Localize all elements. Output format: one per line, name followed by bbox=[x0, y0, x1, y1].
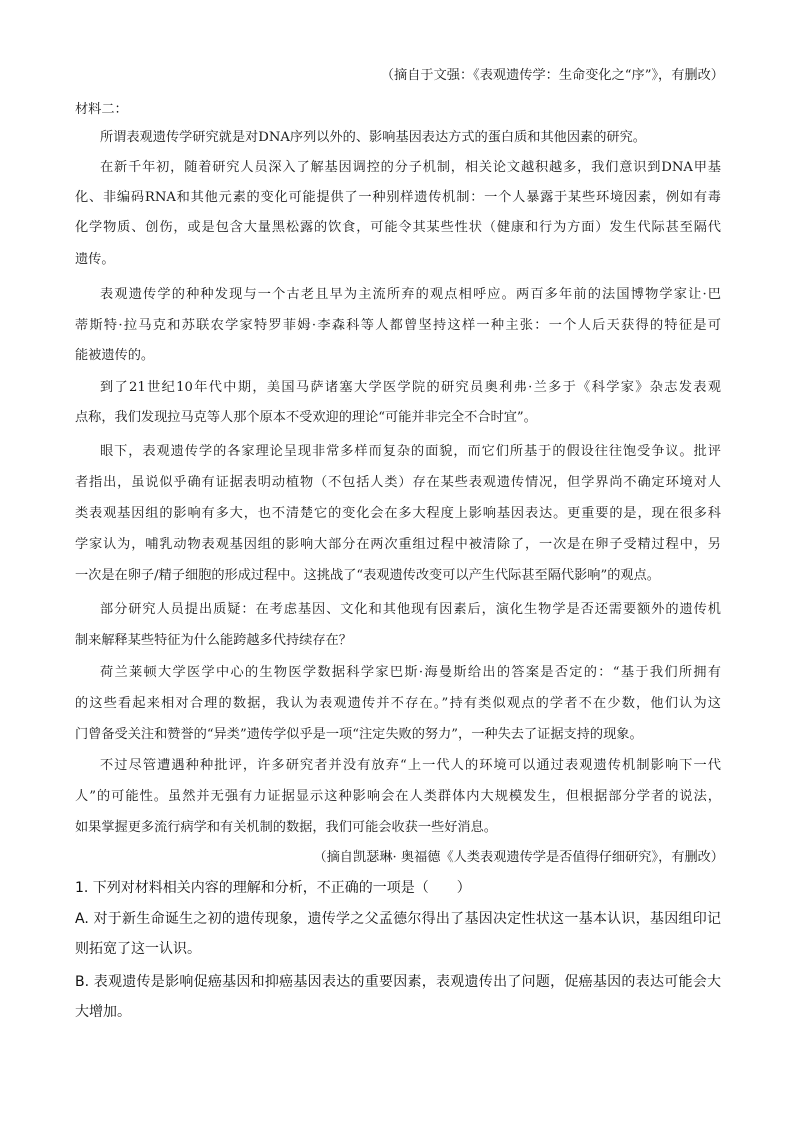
paragraph-line: 到了21世纪10年代中期，美国马萨诸塞大学医学院的研究员奥利弗·兰多于《科学家》杂志发表观 bbox=[100, 380, 721, 395]
paragraph-line: 类表观基因组的影响有多大，也不清楚它的变化会在多大程度上影响基因表达。更重要的是，现在很多科 bbox=[75, 506, 721, 521]
paragraph-line: 人”的可能性。虽然并无强有力证据显示这种影响会在人类群体内大规模发生，但根据部分学者的说法， bbox=[75, 789, 721, 804]
paragraph-line: 一次是在卵子/精子细胞的形成过程中。这挑战了“表观遗传改变可以产生代际甚至隔代影响”的观点。 bbox=[75, 568, 660, 583]
option-a-line: A. 对于新生命诞生之初的遗传现象，遗传学之父孟德尔得出了基因决定性状这一基本认识，基因组印记 bbox=[75, 911, 721, 927]
paragraph-line: 在新千年初，随着研究人员深入了解基因调控的分子机制，相关论文越积越多，我们意识到DNA甲基 bbox=[100, 160, 721, 175]
option-b-line: 大增加。 bbox=[75, 1004, 131, 1020]
option-a-line: 则拓宽了这一认识。 bbox=[75, 941, 201, 957]
paragraph-line: 荷兰莱顿大学医学中心的生物医学数据科学家巴斯·海曼斯给出的答案是否定的：“基于我们所拥有 bbox=[100, 665, 721, 680]
paragraph-line: 部分研究人员提出质疑：在考虑基因、文化和其他现有因素后，演化生物学是否还需要额外的遗传机 bbox=[100, 602, 721, 617]
paragraph-line: 表观遗传学的种种发现与一个古老且早为主流所弃的观点相呼应。两百多年前的法国博物学家让·巴 bbox=[100, 287, 721, 302]
option-b-line: B. 表观遗传是影响促癌基因和抑癌基因表达的重要因素，表观遗传出了问题，促癌基因的表达可能会大 bbox=[75, 974, 721, 990]
paragraph-line: 如果掌握更多流行病学和有关机制的数据，我们可能会收获一些好消息。 bbox=[75, 820, 497, 835]
paragraph-line: 眼下，表观遗传学的各家理论呈现非常多样而复杂的面貌，而它们所基于的假设往往饱受争议。批评 bbox=[100, 444, 721, 459]
paragraph-line: 能被遗传的。 bbox=[75, 348, 155, 363]
paragraph-line: 点称，我们发现拉马克等人那个原本不受欢迎的理论“可能并非完全不合时宜”。 bbox=[75, 410, 537, 425]
paragraph-line: 蒂斯特·拉马克和苏联农学家特罗菲姆·李森科等人都曾坚持这样一种主张：一个人后天获得的特征是可 bbox=[75, 318, 721, 333]
paragraph-line: 者指出，虽说似乎确有证据表明动植物（不包括人类）存在某些表观遗传情况，但学界尚不确定环境对人 bbox=[75, 475, 721, 490]
paragraph-line: 遗传。 bbox=[75, 252, 115, 267]
question-stem: 1. 下列对材料相关内容的理解和分析，不正确的一项是（ ） bbox=[75, 880, 471, 896]
paragraph-line: 不过尽管遭遇种种批评，许多研究者并没有放弃“上一代人的环境可以通过表观遗传机制影响下一代 bbox=[100, 758, 721, 773]
paragraph-line: 制来解释某些特征为什么能跨越多代持续存在？ bbox=[75, 633, 352, 648]
paragraph-line: 门曾备受关注和赞誉的“异类”遗传学似乎是一项“注定失败的努力”，一种失去了证据支持的现象。 bbox=[75, 727, 643, 742]
source-citation-1: （摘自于文强：《表观遗传学：生命变化之“序”》，有删改） bbox=[380, 68, 724, 83]
paragraph-line: 的这些看起来相对合理的数据，我认为表观遗传并不存在。”持有类似观点的学者不在少数，他们认为这 bbox=[75, 696, 721, 711]
material-heading: 材料二： bbox=[75, 102, 128, 117]
paragraph-line: 化学物质、创伤，或是包含大量黑松露的饮食，可能令其某些性状（健康和行为方面）发生代际甚至隔代 bbox=[75, 220, 721, 235]
paragraph-line: 所谓表观遗传学研究就是对DNA序列以外的、影响基因表达方式的蛋白质和其他因素的研究。 bbox=[100, 130, 646, 145]
paragraph-line: 化、非编码RNA和其他元素的变化可能提供了一种别样遗传机制：一个人暴露于某些环境因素，例如有毒 bbox=[75, 190, 721, 205]
paragraph-line: 学家认为，哺乳动物表观基因组的影响大部分在两次重组过程中被清除了，一次是在卵子受精过程中，另 bbox=[75, 537, 721, 552]
source-citation-2: （摘自凯瑟琳· 奥福德《人类表观遗传学是否值得仔细研究》，有删改） bbox=[313, 850, 724, 865]
